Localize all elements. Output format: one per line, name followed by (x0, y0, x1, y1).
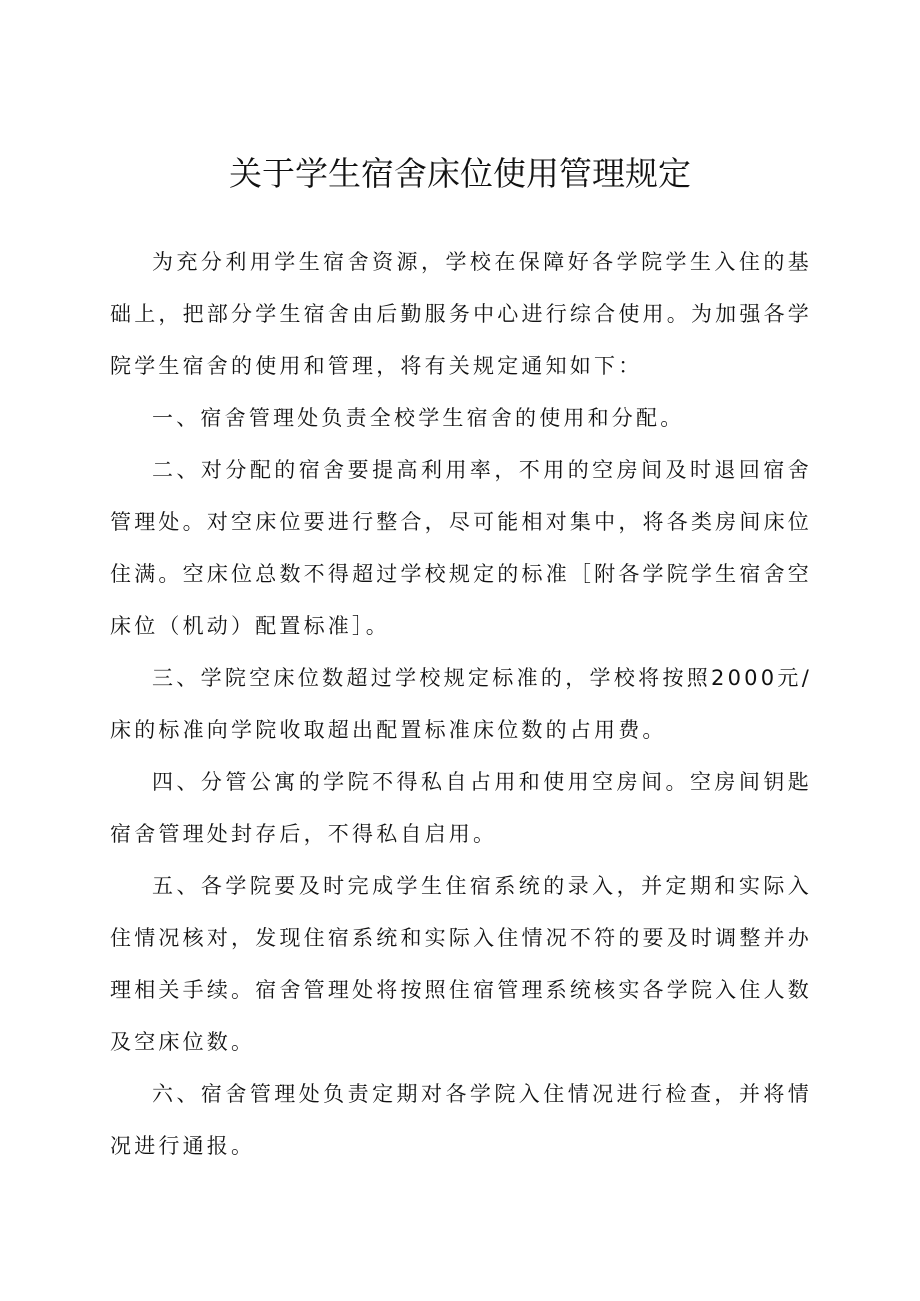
paragraph-item-1: 一、宿舍管理处负责全校学生宿舍的使用和分配。 (152, 406, 685, 430)
document-body (110, 236, 812, 1172)
paragraph-intro: 为充分利用学生宿舍资源，学校在保障好各学院学生入住的基础上，把部分学生宿舍由后勤服务中心进行综合使用。为加强各学院学生宿舍的使用和管理，将有关规定通知如下： (110, 250, 812, 378)
paragraph-item-5: 五、各学院要及时完成学生住宿系统的录入，并定期和实际入住情况核对，发现住宿系统和实际入住情况不符的要及时调整并办理相关手续。宿舍管理处将按照住宿管理系统核实各学院入住人数及空床位数。 (110, 874, 812, 1054)
paragraph-item-4: 四、分管公寓的学院不得私自占用和使用空房间。空房间钥匙宿舍管理处封存后，不得私自启用。 (110, 770, 812, 846)
paragraph-item-2: 二、对分配的宿舍要提高利用率，不用的空房间及时退回宿舍管理处。对空床位要进行整合，尽可能相对集中，将各类房间床位住满。空床位总数不得超过学校规定的标准［附各学院学生宿舍空床位（机动）配置标准］。 (110, 458, 812, 638)
paragraph-item-6: 六、宿舍管理处负责定期对各学院入住情况进行检查，并将情况进行通报。 (110, 1082, 812, 1158)
paragraph-item-3: 三、学院空床位数超过学校规定标准的，学校将按照2000元/床的标准向学院收取超出配置标准床位数的占用费。 (110, 666, 812, 742)
document-title: 关于学生宿舍床位使用管理规定 (229, 154, 691, 194)
